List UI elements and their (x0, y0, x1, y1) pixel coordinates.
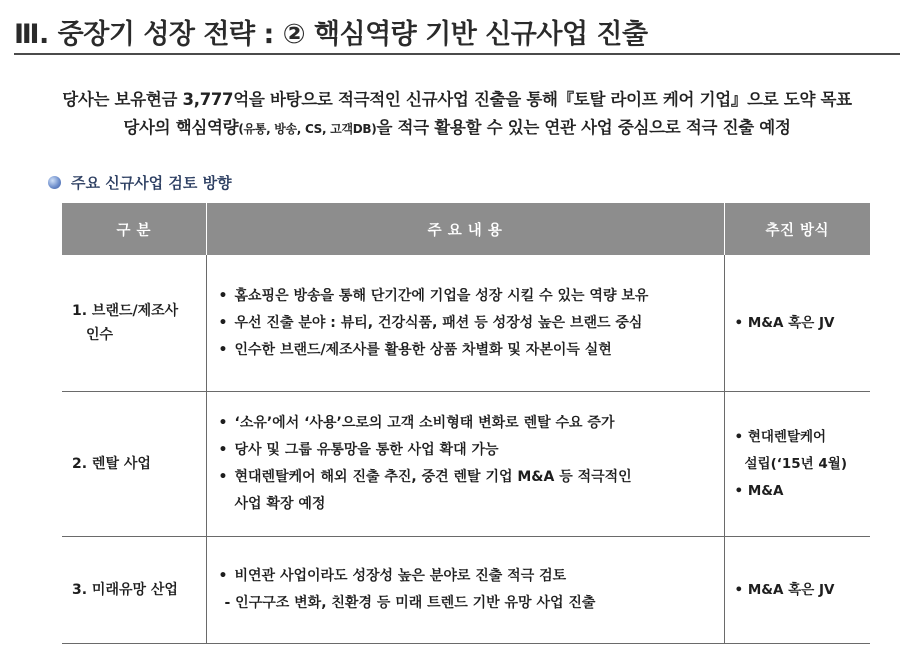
list-item (219, 283, 724, 310)
row-category (62, 537, 206, 644)
row-category-line: 3. 미래유망 산업 (72, 582, 178, 598)
list-item (219, 337, 724, 364)
summary-line-2-start: 당사의 핵심역량 (123, 118, 239, 137)
list-item-text: 당사 및 그룹 유통망을 통한 사업 확대 가능 (234, 442, 499, 458)
section-heading-label: 주요 신규사업 검토 방향 (71, 174, 232, 192)
row-content (206, 255, 724, 392)
summary-line-2-end: 을 적극 활용할 수 있는 연관 사업 중심으로 적극 진출 예정 (376, 118, 791, 137)
summary-line-2 (0, 114, 914, 143)
table-row (62, 392, 870, 537)
list-item-continuation: 사업 확장 예정 (234, 496, 326, 512)
list-item-text: 현대렌탈케어 해외 진출 추진, 중견 렌탈 기업 M&A 등 적극적인 (234, 469, 632, 485)
row-method (724, 255, 870, 392)
method-line: • M&A (734, 482, 784, 499)
row-category-line: 인수 (86, 327, 114, 343)
list-item (219, 437, 724, 464)
list-item-text: 인수한 브랜드/제조사를 활용한 상품 차별화 및 자본이득 실현 (234, 341, 612, 358)
summary-line-1: 당사는 보유현금 3,777억을 바탕으로 적극적인 신규사업 진출을 통해『토탈 라이프 케어 기업』으로 도약 목표 (62, 90, 852, 109)
title-divider (14, 53, 900, 55)
row-content (206, 392, 724, 537)
bullet-mark: • (218, 314, 228, 331)
row-content (206, 537, 724, 644)
row-method (724, 537, 870, 644)
bullet-mark: • (218, 442, 228, 458)
section-heading (48, 172, 232, 193)
method-line: • M&A 혹은 JV (734, 581, 835, 598)
list-item-text: ‘소유’에서 ‘사용’으로의 고객 소비형태 변화로 렌탈 수요 증가 (234, 415, 615, 431)
list-item-text: 홈쇼핑은 방송을 통해 단기간에 기업을 성장 시킬 수 있는 역량 보유 (234, 287, 649, 304)
header-category: 구 분 (62, 203, 206, 255)
list-item (219, 310, 724, 337)
row-category (62, 392, 206, 537)
list-item (219, 464, 724, 518)
list-item-text: 비연관 사업이라도 성장성 높은 분야로 진출 적극 검토 (234, 568, 567, 584)
method-line: • M&A 혹은 JV (734, 314, 835, 331)
list-item-text: 우선 진출 분야 : 뷰티, 건강식품, 패션 등 성장성 높은 브랜드 중심 (234, 314, 643, 331)
row-category-line: 2. 렌탈 사업 (72, 456, 151, 472)
bullet-mark: • (218, 287, 228, 304)
bullet-mark: • (218, 415, 228, 431)
list-item (219, 410, 724, 437)
list-item (219, 563, 724, 590)
table-header-row (62, 203, 870, 255)
method-line: 설립(‘15년 4월) (744, 455, 848, 472)
page-title: Ⅲ. 중장기 성장 전략 : ② 핵심역량 기반 신규사업 진출 (14, 19, 648, 50)
row-category-line: 1. 브랜드/제조사 (72, 303, 179, 319)
new-business-table (62, 203, 870, 644)
header-content: 주 요 내 용 (206, 203, 724, 255)
summary-line-2-detail: (유통, 방송, CS, 고객DB) (238, 122, 377, 136)
bullet-mark: • (218, 568, 228, 584)
bullet-mark: • (218, 469, 228, 485)
summary (0, 86, 914, 143)
method-line: • 현대렌탈케어 (734, 428, 827, 445)
table-row (62, 537, 870, 644)
section-bullet-icon (48, 176, 61, 189)
row-category (62, 255, 206, 392)
header-method: 추진 방식 (724, 203, 870, 255)
bullet-mark: • (218, 341, 228, 358)
row-method (724, 392, 870, 537)
table-row (62, 255, 870, 392)
list-subitem: - 인구구조 변화, 친환경 등 미래 트렌드 기반 유망 사업 진출 (224, 595, 596, 611)
